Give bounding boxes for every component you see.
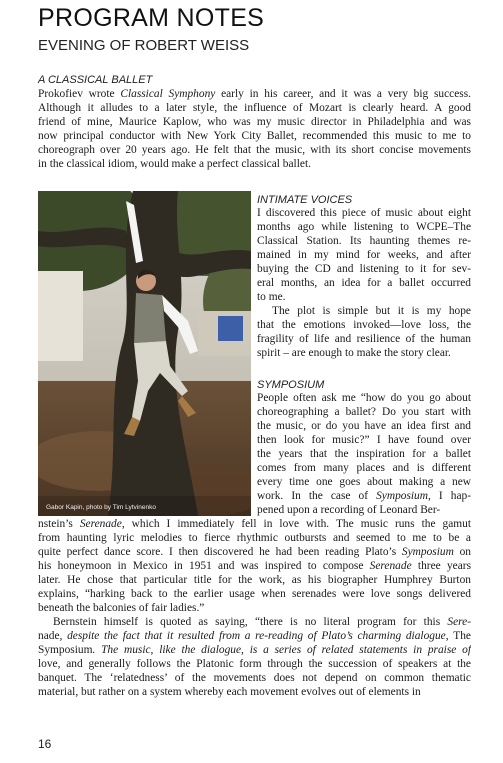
- text-segment: the music, or do you have an idea first and: [257, 420, 471, 432]
- text-line: [257, 461, 471, 475]
- text-segment: work. In the case of: [257, 490, 377, 502]
- symposium-side-paragraph: [257, 391, 471, 517]
- section-heading-symposium: SYMPOSIUM: [257, 379, 325, 391]
- text-segment: months ago while listening to WCPE–The: [257, 221, 471, 233]
- text-line: [257, 447, 471, 461]
- text-line: [257, 276, 471, 290]
- text-line: [38, 129, 471, 143]
- text-line: [257, 332, 471, 346]
- text-line: [257, 206, 471, 220]
- text-segment: love, and generally follows the Platonic form through the succession of speakers at the: [38, 658, 471, 670]
- text-line: [38, 643, 471, 657]
- section-heading-intimate: INTIMATE VOICES: [257, 194, 353, 206]
- text-segment: nade: [38, 630, 60, 642]
- text-line: [38, 517, 471, 531]
- text-line: [38, 115, 471, 129]
- dancer-photo: [38, 191, 251, 516]
- text-line: [38, 601, 471, 615]
- classical-paragraph: [38, 87, 471, 171]
- text-segment: his honeymoon in Mexico in 1951 and was inspired to compose: [38, 560, 370, 572]
- text-line: [257, 248, 471, 262]
- text-line: [257, 489, 471, 503]
- text-line: [38, 545, 471, 559]
- text-segment: quite perfect dance score. I then discovered he had been reading Plato’s: [38, 546, 402, 558]
- text-segment: fragility of life and resilience of the human: [257, 333, 471, 345]
- text-line: [257, 419, 471, 433]
- text-segment: , I hap-: [427, 490, 471, 502]
- symposium-full-paragraph: [38, 517, 471, 699]
- text-segment: mained in my mind for weeks, and after: [257, 249, 471, 261]
- italic-title: Serenade: [369, 560, 412, 572]
- text-segment: People often ask me “how do you go about: [257, 392, 471, 404]
- text-line: [257, 262, 471, 276]
- section-heading-classical: A CLASSICAL BALLET: [38, 74, 153, 86]
- text-line: [38, 559, 471, 573]
- text-line: [38, 143, 471, 157]
- text-segment: The: [453, 630, 471, 642]
- text-segment: Prokofiev wrote: [38, 88, 121, 100]
- text-line: [38, 657, 471, 671]
- text-segment: from haunting lyric melodies to fierce rhythmic outbursts and seemed to me to be a: [38, 532, 471, 544]
- text-line: [38, 573, 471, 587]
- text-segment: Classical Station. Its haunting themes re-: [257, 235, 471, 247]
- text-segment: in the classical idiom, would make a perfect classical ballet.: [38, 158, 311, 170]
- text-segment: , which I immediately fell in love with. The music runs the gamut: [121, 518, 471, 530]
- text-segment: I discovered this piece of music about eight: [257, 207, 471, 219]
- text-line: [257, 405, 471, 419]
- text-segment: the years that the inspiration for a ballet: [257, 448, 471, 460]
- text-line: [38, 157, 471, 171]
- text-segment: Symposium: [38, 644, 93, 656]
- text-line: [38, 531, 471, 545]
- page-number: 16: [38, 737, 52, 751]
- italic-title: Symposium: [401, 546, 454, 558]
- dancer-photo-illustration: [38, 191, 251, 516]
- text-segment: Although it alludes to a later style, the influence of Mozart is clearly heard. A good: [38, 102, 471, 114]
- text-segment: that the emotions invoked—love loss, the: [257, 319, 471, 331]
- page-subtitle: EVENING OF ROBERT WEISS: [38, 37, 250, 54]
- text-segment: banquet. The ‘relatedness’ of the movements does not depend on common thematic: [38, 672, 471, 684]
- text-segment: spirit – are enough to make the story clear.: [257, 347, 451, 359]
- text-line: [257, 475, 471, 489]
- text-line: [257, 346, 471, 360]
- text-line: [257, 433, 471, 447]
- text-line: [38, 629, 471, 643]
- italic-title: Classical Symphony: [120, 88, 216, 100]
- text-line: [38, 671, 471, 685]
- italic-title: Sere-: [447, 616, 471, 628]
- text-segment: buying the CD and listening to it for sev-: [257, 263, 471, 275]
- text-segment: comes from many places and is different: [257, 462, 471, 474]
- text-segment: choreograph over 20 years ago. He felt that the music, with its short concise movements: [38, 144, 471, 156]
- text-segment: Bernstein himself is quoted as saying, “there is no literal program for this: [53, 616, 448, 628]
- text-segment: three years: [411, 560, 471, 572]
- italic-title: Serenade: [79, 518, 122, 530]
- text-segment: later. He chose that particular title for the work, as his biographer Humphrey Burton: [38, 574, 471, 586]
- text-segment: nstein’s: [38, 518, 80, 530]
- text-segment: to me.: [257, 291, 286, 303]
- text-line: [257, 503, 471, 517]
- text-line: [257, 318, 471, 332]
- text-segment: every time one goes about making a new: [257, 476, 471, 488]
- italic-title: . The music, like the dialogue, is a series of related statements in praise of: [92, 644, 471, 656]
- photo-caption: Gabor Kapin, photo by Tim Lytvinenko: [46, 504, 156, 511]
- italic-title: , despite the fact that it resulted from a re-reading of Plato’s charming dialogue,: [59, 630, 454, 642]
- page-title: PROGRAM NOTES: [38, 4, 265, 32]
- text-line: [257, 304, 471, 318]
- intimate-paragraph: [257, 206, 471, 360]
- text-segment: eral months, an idea for a ballet occurred: [257, 277, 471, 289]
- text-segment: beneath the balconies of fair ladies.”: [38, 602, 205, 614]
- text-segment: on: [453, 546, 471, 558]
- italic-title: Symposium: [376, 490, 428, 502]
- text-line: [38, 685, 471, 699]
- text-line: [257, 220, 471, 234]
- text-segment: The plot is simple but it is my hope: [272, 305, 471, 317]
- text-line: [38, 101, 471, 115]
- text-line: [38, 87, 471, 101]
- text-line: [257, 391, 471, 405]
- text-line: [257, 234, 471, 248]
- text-segment: then look for music?” I have found over: [257, 434, 471, 446]
- text-line: [38, 587, 471, 601]
- text-segment: now principal conductor with New York City Ballet, recommended this music to me to: [38, 130, 471, 142]
- text-segment: early in his career, and it was a very big success.: [215, 88, 471, 100]
- text-segment: explains, “harking back to the earlier usage when serenades were love songs delivered: [38, 588, 471, 600]
- text-segment: material, but rather on a system whereby each movement evolves out of elements in: [38, 686, 421, 698]
- text-line: [257, 290, 471, 304]
- text-segment: friend of mine, Maurice Kaplow, who was my music director in Philadelphia and was: [38, 116, 471, 128]
- text-segment: pened upon a recording of Leonard Ber-: [257, 504, 441, 516]
- text-line: [38, 615, 471, 629]
- text-segment: choreographing a ballet? Do you start with: [257, 406, 471, 418]
